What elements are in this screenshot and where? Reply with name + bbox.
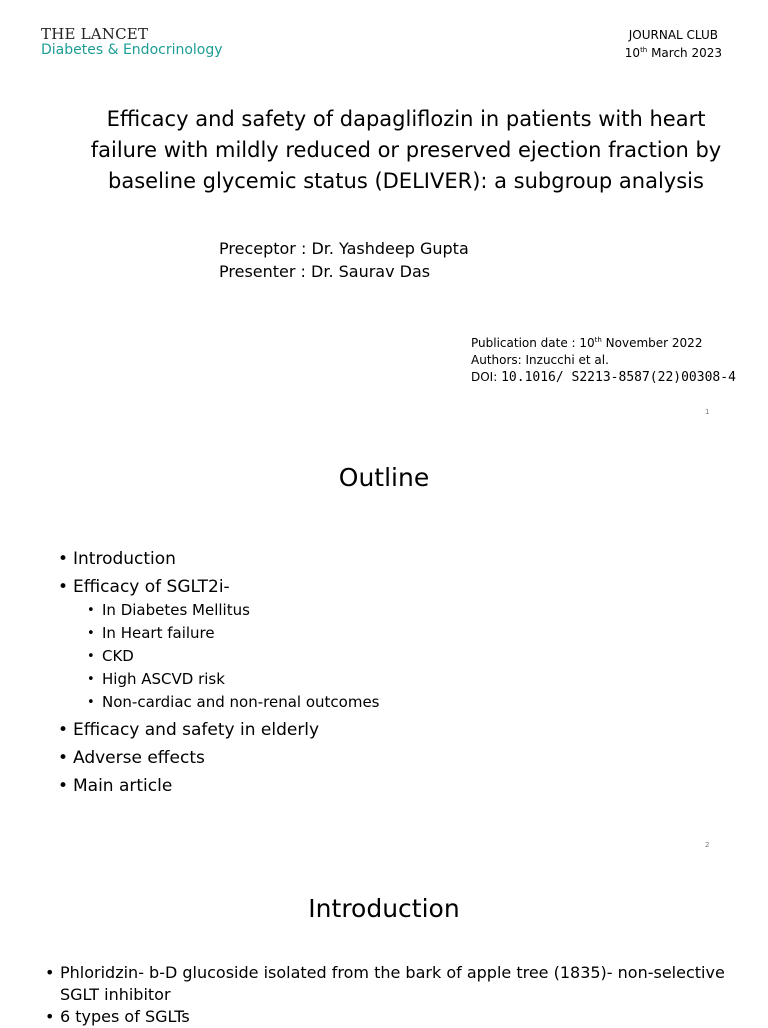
outline-item [58, 668, 380, 691]
bullet-icon: • [87, 603, 95, 618]
journal-club-date: 10th March 2023 [624, 46, 722, 60]
outline-item-text: CKD [102, 647, 134, 665]
outline-item [58, 691, 380, 714]
publication-meta [471, 335, 741, 386]
introduction-item [45, 1006, 735, 1028]
journal-club-label: JOURNAL CLUB [628, 28, 719, 42]
outline-item-text: In Heart failure [102, 624, 215, 642]
introduction-title: Introduction [308, 894, 460, 923]
journal-logo-subtitle: Diabetes & Endocrinology [41, 42, 223, 58]
introduction-item-text: Phloridzin- b-D glucoside isolated from the bark of apple tree (1835)- non-selective SGLT inhibitor [60, 963, 725, 1004]
bullet-icon: • [87, 626, 95, 641]
outline-item [58, 576, 380, 599]
outline-item-text: Introduction [73, 549, 176, 569]
introduction-item [45, 962, 735, 1006]
doi-line: DOI: 10.1016/ S2213-8587(22)00308-4 [471, 370, 736, 385]
outline-item-text: Adverse effects [73, 748, 205, 768]
bullet-icon: • [58, 748, 69, 768]
presenters-block [219, 237, 469, 283]
slide-introduction [0, 866, 768, 1024]
bullet-icon: • [58, 549, 69, 569]
bullet-icon: • [87, 672, 95, 687]
outline-item [58, 747, 380, 770]
bullet-icon: • [45, 963, 55, 982]
outline-item [58, 599, 380, 622]
bullet-icon: • [87, 649, 95, 664]
bullet-icon: • [58, 577, 69, 597]
outline-item [58, 719, 380, 742]
outline-item [58, 645, 380, 668]
publication-date: Publication date : 10th November 2022 [471, 336, 703, 350]
outline-item-text: Main article [73, 776, 173, 796]
presenter-line: Presenter : Dr. Saurav Das [219, 262, 431, 281]
outline-item [58, 775, 380, 798]
outline-item-text: Efficacy and safety in elderly [73, 720, 320, 740]
introduction-item-text: 6 types of SGLTs [60, 1007, 190, 1026]
journal-club-header [625, 26, 722, 62]
outline-item-text: Non-cardiac and non-renal outcomes [102, 693, 380, 711]
bullet-icon: • [58, 776, 69, 796]
bullet-icon: • [45, 1007, 55, 1026]
slide-title [0, 0, 768, 433]
outline-item [58, 548, 380, 571]
outline-item-text: In Diabetes Mellitus [102, 601, 250, 619]
outline-list [58, 548, 380, 798]
outline-item [58, 622, 380, 645]
presentation-title: Efficacy and safety of dapagliflozin in patients with heart failure with mildly reduced or preserved ejection fraction by baseline glycemic status (DELIVER): a subgroup analysis [90, 107, 722, 193]
slide-outline [0, 433, 768, 866]
outline-title: Outline [338, 463, 430, 492]
bullet-icon: • [87, 695, 95, 710]
journal-logo-title: THE LANCET [41, 25, 149, 43]
page-number: 2 [705, 841, 710, 849]
bullet-icon: • [58, 720, 69, 740]
outline-item-text: Efficacy of SGLT2i- [73, 577, 230, 597]
page-number: 1 [705, 408, 710, 416]
authors-line: Authors: Inzucchi et al. [471, 353, 609, 367]
outline-item-text: High ASCVD risk [102, 670, 225, 688]
preceptor-line: Preceptor : Dr. Yashdeep Gupta [219, 239, 469, 258]
introduction-list [45, 962, 735, 1028]
